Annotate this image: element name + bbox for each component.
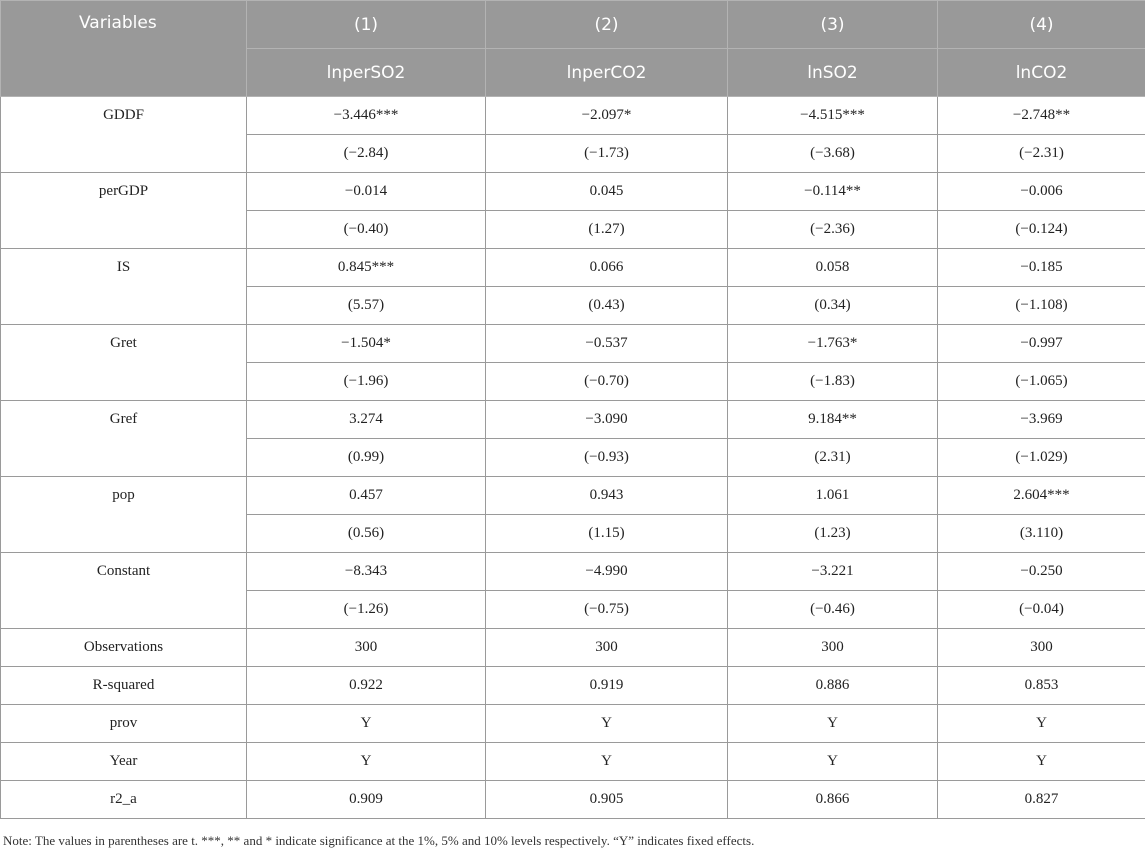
variable-name: Constant — [1, 553, 247, 629]
header-row-models — [1, 1, 1145, 49]
coef-cell: −4.990 — [486, 553, 728, 591]
coef-cell: 0.845*** — [247, 249, 486, 287]
stat-cell: Y — [247, 705, 486, 743]
stat-cell: Y — [247, 743, 486, 781]
coef-row — [1, 249, 1145, 287]
stat-row — [1, 781, 1145, 819]
coef-cell: −3.969 — [938, 401, 1145, 439]
coef-cell: 9.184** — [728, 401, 938, 439]
variable-name: Gref — [1, 401, 247, 477]
dependent-var-header: lnCO2 — [938, 49, 1145, 97]
tstat-cell: (−0.46) — [728, 591, 938, 629]
model-header: (1) — [247, 1, 486, 49]
coef-cell: −2.097* — [486, 97, 728, 135]
tstat-cell: (1.15) — [486, 515, 728, 553]
stat-name: Year — [1, 743, 247, 781]
variable-name: Gret — [1, 325, 247, 401]
tstat-cell: (−1.26) — [247, 591, 486, 629]
tstat-cell: (−1.83) — [728, 363, 938, 401]
coef-cell: −1.763* — [728, 325, 938, 363]
table-note: Note: The values in parentheses are t. ***, ** and * indicate significance at the 1%, 5% and 10% levels respectively. “Y” indicates fixed effects. — [3, 833, 755, 848]
tstat-cell: (−2.84) — [247, 135, 486, 173]
tstat-cell: (−2.36) — [728, 211, 938, 249]
tstat-cell: (−3.68) — [728, 135, 938, 173]
coef-row — [1, 325, 1145, 363]
stat-cell: Y — [486, 743, 728, 781]
tstat-cell: (−2.31) — [938, 135, 1145, 173]
coef-cell: −0.185 — [938, 249, 1145, 287]
dependent-var-header: lnSO2 — [728, 49, 938, 97]
stat-cell: 0.909 — [247, 781, 486, 819]
coef-cell: −3.090 — [486, 401, 728, 439]
stat-row — [1, 705, 1145, 743]
coef-cell: 0.457 — [247, 477, 486, 515]
coef-cell: −0.006 — [938, 173, 1145, 211]
stat-cell: Y — [486, 705, 728, 743]
coef-cell: −4.515*** — [728, 97, 938, 135]
coef-row — [1, 477, 1145, 515]
coef-row — [1, 173, 1145, 211]
stat-cell: Y — [728, 743, 938, 781]
tstat-cell: (0.56) — [247, 515, 486, 553]
coef-cell: −8.343 — [247, 553, 486, 591]
variable-name: perGDP — [1, 173, 247, 249]
coef-cell: 2.604*** — [938, 477, 1145, 515]
stat-name: R-squared — [1, 667, 247, 705]
stat-cell: 0.922 — [247, 667, 486, 705]
tstat-cell: (3.110) — [938, 515, 1145, 553]
stat-row — [1, 629, 1145, 667]
coef-row — [1, 553, 1145, 591]
variable-name: pop — [1, 477, 247, 553]
stat-row — [1, 743, 1145, 781]
variable-name: IS — [1, 249, 247, 325]
coef-cell: 0.058 — [728, 249, 938, 287]
coef-row — [1, 97, 1145, 135]
tstat-cell: (−0.124) — [938, 211, 1145, 249]
stat-cell: 300 — [247, 629, 486, 667]
coef-cell: 0.045 — [486, 173, 728, 211]
coef-cell: −0.014 — [247, 173, 486, 211]
coef-cell: −0.250 — [938, 553, 1145, 591]
tstat-cell: (−0.04) — [938, 591, 1145, 629]
coef-cell: −3.446*** — [247, 97, 486, 135]
coef-cell: 0.943 — [486, 477, 728, 515]
coef-cell: −0.997 — [938, 325, 1145, 363]
dependent-var-header: lnperSO2 — [247, 49, 486, 97]
stat-cell: 300 — [486, 629, 728, 667]
variable-name: GDDF — [1, 97, 247, 173]
coef-cell: 3.274 — [247, 401, 486, 439]
coef-cell: −0.114** — [728, 173, 938, 211]
table-header — [1, 1, 1145, 97]
stat-cell: 0.905 — [486, 781, 728, 819]
tstat-cell: (−1.108) — [938, 287, 1145, 325]
stat-cell: 300 — [938, 629, 1145, 667]
stat-cell: Y — [938, 705, 1145, 743]
stat-cell: Y — [938, 743, 1145, 781]
tstat-cell: (0.43) — [486, 287, 728, 325]
table-body — [1, 97, 1145, 819]
model-header: (4) — [938, 1, 1145, 49]
tstat-cell: (−0.70) — [486, 363, 728, 401]
tstat-cell: (−0.93) — [486, 439, 728, 477]
tstat-cell: (1.27) — [486, 211, 728, 249]
stat-cell: 300 — [728, 629, 938, 667]
stat-name: prov — [1, 705, 247, 743]
coef-cell: −2.748** — [938, 97, 1145, 135]
tstat-cell: (−1.96) — [247, 363, 486, 401]
coef-row — [1, 401, 1145, 439]
stat-cell: 0.886 — [728, 667, 938, 705]
model-header: (2) — [486, 1, 728, 49]
coef-cell: −0.537 — [486, 325, 728, 363]
stat-cell: Y — [728, 705, 938, 743]
model-header: (3) — [728, 1, 938, 49]
stat-cell: 0.853 — [938, 667, 1145, 705]
stat-cell: 0.919 — [486, 667, 728, 705]
coef-cell: 1.061 — [728, 477, 938, 515]
stat-cell: 0.866 — [728, 781, 938, 819]
tstat-cell: (5.57) — [247, 287, 486, 325]
variables-header: Variables — [1, 1, 247, 97]
tstat-cell: (0.34) — [728, 287, 938, 325]
tstat-cell: (−0.40) — [247, 211, 486, 249]
stat-row — [1, 667, 1145, 705]
tstat-cell: (0.99) — [247, 439, 486, 477]
tstat-cell: (−1.029) — [938, 439, 1145, 477]
stat-name: Observations — [1, 629, 247, 667]
tstat-cell: (1.23) — [728, 515, 938, 553]
stat-name: r2_a — [1, 781, 247, 819]
coef-cell: −3.221 — [728, 553, 938, 591]
dependent-var-header: lnperCO2 — [486, 49, 728, 97]
coef-cell: −1.504* — [247, 325, 486, 363]
tstat-cell: (−1.73) — [486, 135, 728, 173]
stat-cell: 0.827 — [938, 781, 1145, 819]
tstat-cell: (2.31) — [728, 439, 938, 477]
coef-cell: 0.066 — [486, 249, 728, 287]
tstat-cell: (−1.065) — [938, 363, 1145, 401]
tstat-cell: (−0.75) — [486, 591, 728, 629]
